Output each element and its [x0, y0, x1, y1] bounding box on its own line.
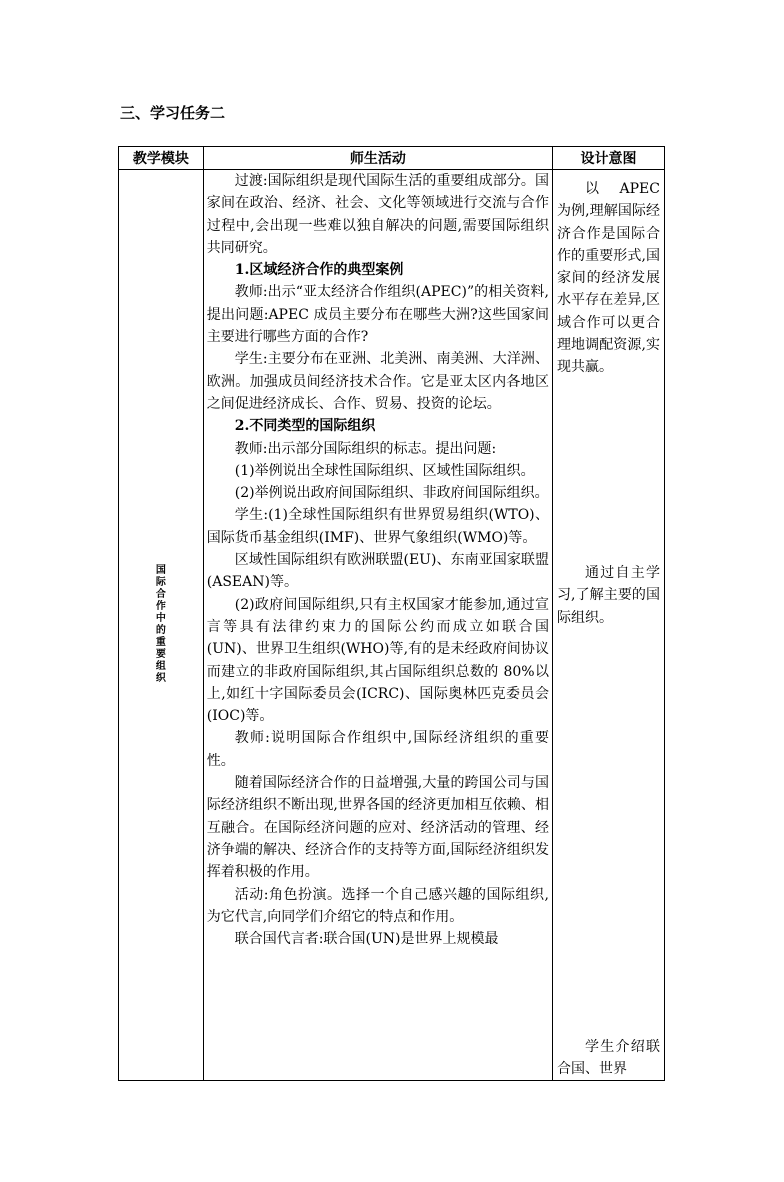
- intent-paragraph: 学生介绍联合国、世界: [556, 1039, 660, 1078]
- activity-content: [204, 170, 552, 1080]
- activity-paragraph: 联合国代言者:联合国(UN)是世界上规模最: [234, 931, 499, 948]
- activity-subheading: 1.区域经济合作的典型案例: [234, 262, 404, 279]
- section-heading: 三、学习任务二: [120, 104, 226, 122]
- activity-paragraph: 随着国际经济合作的日益增强,大量的跨国公司与国际经济组织不断出现,世界各国的经济更加相互依赖、相互融合。在国际经济问题的应对、经济活动的管理、经济争端的解决、经济合作的支持等方面,国际经济组织发挥着积极的作用。: [206, 775, 549, 881]
- header-activity: 师生活动: [203, 147, 552, 170]
- activity-subheading: 2.不同类型的国际组织: [234, 418, 376, 435]
- activity-paragraph: 教师:说明国际合作组织中,国际经济组织的重要性。: [206, 730, 549, 769]
- header-intent: 设计意图: [552, 147, 664, 170]
- intent-paragraph: 以 APEC 为例,理解国际经济合作是国际合作的重要形式,国家间的经济发展水平存在差异,区域合作可以更合理地调配资源,实现共赢。: [556, 181, 660, 376]
- activity-paragraph: 教师:出示部分国际组织的标志。提出问题:: [234, 440, 497, 457]
- activity-paragraph: 学生:(1)全球性国际组织有世界贸易组织(WTO)、国际货币基金组织(IMF)、世界气象组织(WMO)等。: [206, 507, 549, 546]
- intent-content: [553, 170, 664, 1080]
- activity-paragraph: 过渡:国际组织是现代国际生活的重要组成部分。国家间在政治、经济、社会、文化等领域进行交流与合作过程中,会出现一些难以独自解决的问题,需要国际组织共同研究。: [206, 173, 549, 256]
- table-row: [119, 170, 665, 1081]
- module-cell: [119, 170, 204, 1081]
- intent-cell: [552, 170, 664, 1081]
- lesson-table: [118, 146, 665, 1081]
- activity-paragraph: (2)政府间国际组织,只有主权国家才能参加,通过宣言等具有法律约束力的国际公约而成立如联合国(UN)、世界卫生组织(WHO)等,有的是未经政府间协议而建立的非政府国际组织,其占国际组织总数的 80%以上,如红十字国际委员会(ICRC)、国际奥林匹克委员会(IOC)等。: [206, 596, 549, 725]
- activity-paragraph: 活动:角色扮演。选择一个自己感兴趣的国际组织,为它代言,向同学们介绍它的特点和作用。: [206, 886, 549, 925]
- header-module: 教学模块: [119, 147, 204, 170]
- activity-paragraph: (1)举例说出全球性国际组织、区域性国际组织。: [234, 462, 535, 479]
- activity-paragraph: 区域性国际组织有欧洲联盟(EU)、东南亚国家联盟(ASEAN)等。: [206, 552, 549, 591]
- activity-paragraph: 教师:出示“亚太经济合作组织(APEC)”的相关资料,提出问题:APEC 成员主要分布在哪些大洲?这些国家间主要进行哪些方面的合作?: [206, 284, 549, 346]
- activity-paragraph: (2)举例说出政府间国际组织、非政府间国际组织。: [234, 485, 549, 502]
- intent-paragraph: 通过自主学习,了解主要的国际组织。: [556, 565, 660, 626]
- activity-cell: [203, 170, 552, 1081]
- table-header-row: [119, 147, 665, 170]
- module-name: 国际合作中的重要组织: [155, 565, 166, 684]
- activity-paragraph: 学生:主要分布在亚洲、北美洲、南美洲、大洋洲、欧洲。加强成员间经济技术合作。它是亚太区内各地区之间促进经济成长、合作、贸易、投资的论坛。: [206, 351, 549, 412]
